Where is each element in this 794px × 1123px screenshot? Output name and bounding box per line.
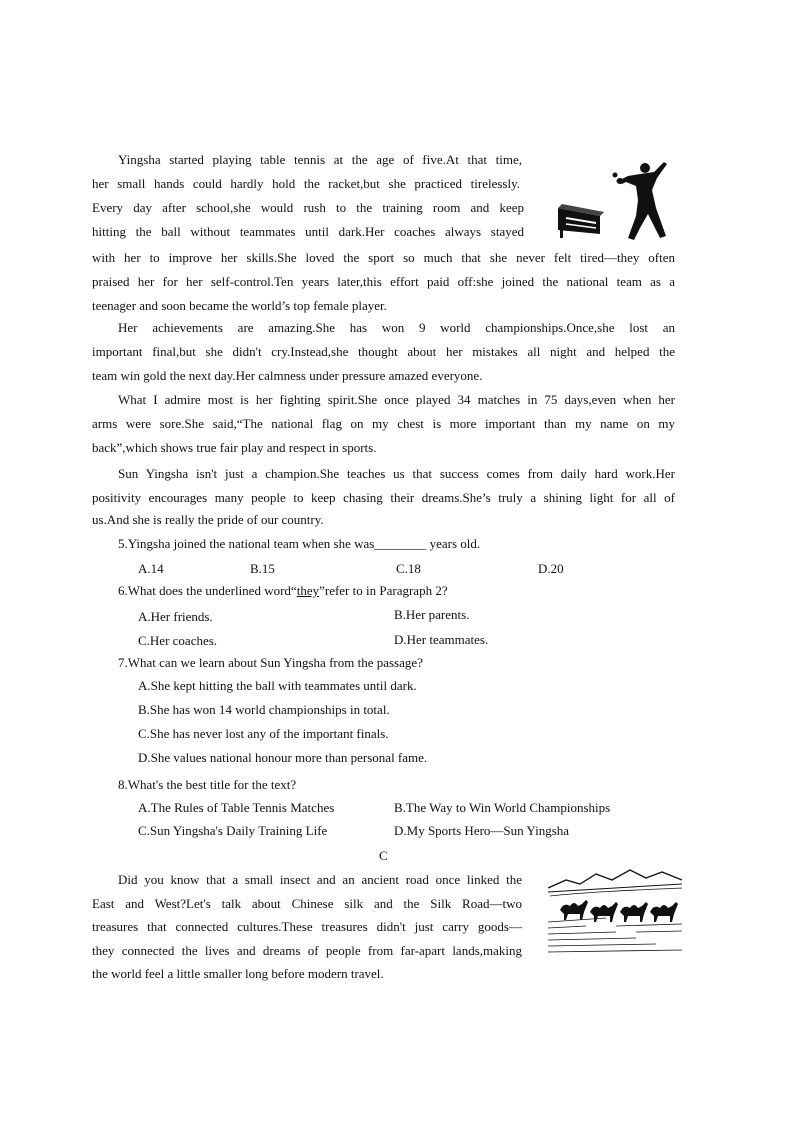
q7-option-c[interactable]: C.She has never lost any of the important finals. [138,726,389,741]
q6-stem-pre: 6.What does the underlined word“ [118,583,297,598]
q7-option-b[interactable]: B.She has won 14 world championships in total. [138,702,390,717]
q8-option-b[interactable]: B.The Way to Win World Championships [394,800,611,815]
question-6-stem [118,583,448,599]
q6-underlined-word: they [296,583,320,598]
q5-option-a[interactable]: A.14 [138,561,164,576]
passage-line: What I admire most is her fighting spirit.She once played 34 matches in 75 days,even when her [118,392,675,407]
passage-line: with her to improve her skills.She loved the sport so much that she never felt tired—they often [92,250,675,265]
question-5-stem: 5.Yingsha joined the national team when she was________ years old. [118,536,481,551]
passage-line: us.And she is really the pride of our country. [92,512,324,527]
passage-line: Sun Yingsha isn't just a champion.She teaches us that success comes from daily hard work.Her [118,466,675,481]
q5-option-d[interactable]: D.20 [538,561,564,576]
passage-line: Yingsha started playing table tennis at the age of five.At that time, [118,152,522,167]
q6-option-b[interactable]: B.Her parents. [394,607,470,622]
section-heading: C [379,848,388,863]
q6-option-c[interactable]: C.Her coaches. [138,633,218,648]
q8-option-a[interactable]: A.The Rules of Table Tennis Matches [138,800,335,815]
table-tennis-player-image [556,160,674,242]
passage-line: arms were sore.She said,“The national flag on my chest is more important than my name on my [92,416,675,431]
question-8-stem: 8.What's the best title for the text? [118,777,297,792]
passage-line: team win gold the next day.Her calmness under pressure amazed everyone. [92,368,483,383]
passage-line: Did you know that a small insect and an ancient road once linked the [118,872,522,887]
passage-line: back”,which shows true fair play and respect in sports. [92,440,377,455]
q5-option-b[interactable]: B.15 [250,561,275,576]
q6-option-d[interactable]: D.Her teammates. [394,632,489,647]
question-7-stem: 7.What can we learn about Sun Yingsha from the passage? [118,655,423,670]
passage-line: the world feel a little smaller long before modern travel. [92,966,384,981]
passage-line: positivity encourages many people to keep chasing their dreams.She’s truly a shining light for all of [92,490,675,505]
passage-line: important final,but she didn't cry.Instead,she thought about her mistakes all night and helped the [92,344,675,359]
passage-line: her small hands could hardly hold the racket,but she practiced tirelessly. [92,176,520,191]
q5-option-c[interactable]: C.18 [396,561,421,576]
passage-line: East and West?Let's talk about Chinese silk and the Silk Road—two [92,896,522,911]
passage-line: treasures that connected cultures.These treasures didn't just carry goods— [92,919,522,934]
q7-option-a[interactable]: A.She kept hitting the ball with teammates until dark. [138,678,417,693]
passage-line: teenager and soon became the world’s top female player. [92,298,387,313]
q7-option-d[interactable]: D.She values national honour more than personal fame. [138,750,428,765]
q8-option-d[interactable]: D.My Sports Hero—Sun Yingsha [394,823,570,838]
passage-line: praised her for her self-control.Ten years later,this effort paid off:she joined the national team as a [92,274,675,289]
passage-line: they connected the lives and dreams of people from far-apart lands,making [92,943,522,958]
passage-line: Her achievements are amazing.She has won 9 world championships.Once,she lost an [118,320,675,335]
passage-line: hitting the ball without teammates until dark.Her coaches always stayed [92,224,524,239]
q6-stem-post: ”refer to in Paragraph 2? [319,583,448,598]
q6-option-a[interactable]: A.Her friends. [138,609,213,624]
passage-line: Every day after school,she would rush to the training room and keep [92,200,524,215]
q8-option-c[interactable]: C.Sun Yingsha's Daily Training Life [138,823,328,838]
silk-road-camels-image [546,866,684,958]
